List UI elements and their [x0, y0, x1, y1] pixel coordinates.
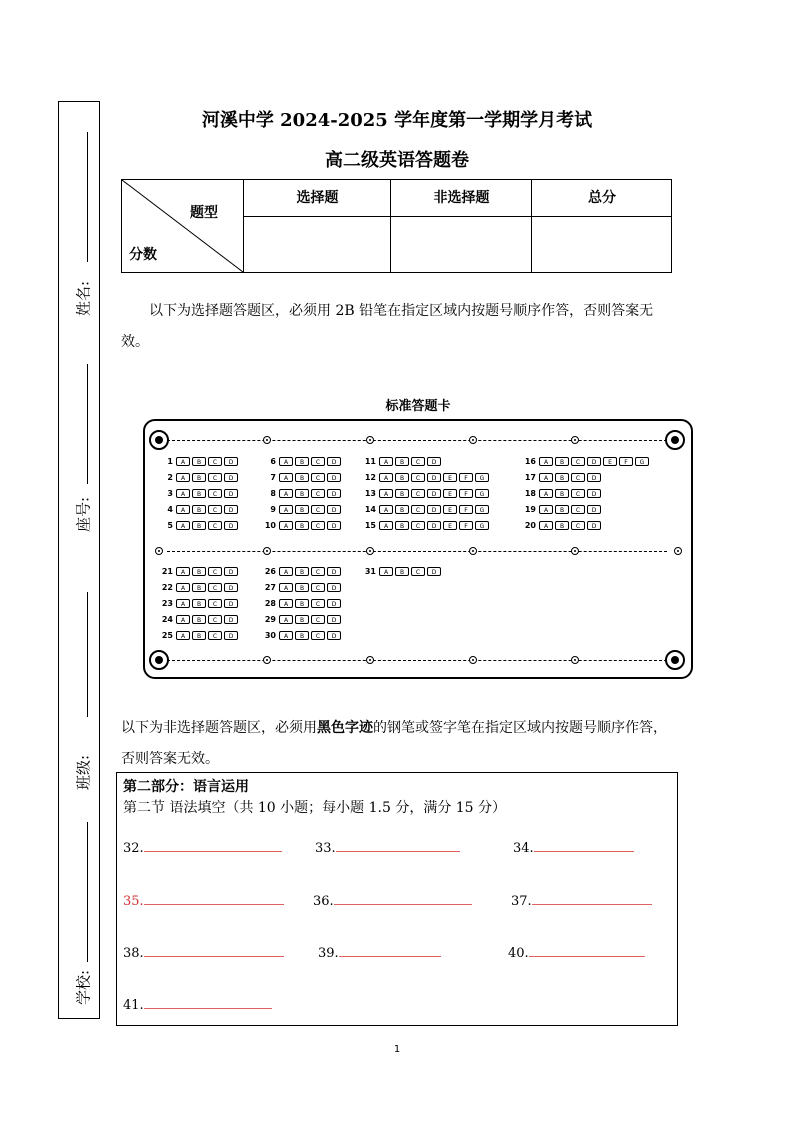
option-bubble[interactable]: A — [539, 505, 553, 514]
option-bubble[interactable]: C — [571, 489, 585, 498]
question-number: 3 — [167, 489, 173, 498]
choice-instructions: 以下为选择题答题区，必须用 2B 铅笔在指定区域内按题号顺序作答，否则答案无效。 — [121, 303, 654, 350]
option-bubble[interactable]: D — [327, 631, 341, 640]
option-bubble[interactable]: A — [279, 521, 293, 530]
option-bubble[interactable]: C — [208, 631, 222, 640]
option-bubble[interactable]: B — [192, 505, 206, 514]
option-bubble[interactable]: B — [192, 567, 206, 576]
blank-36-label: 36. — [313, 894, 334, 909]
question-number: 28 — [264, 599, 276, 608]
option-bubble[interactable]: C — [208, 583, 222, 592]
option-bubble[interactable]: D — [224, 473, 238, 482]
option-bubble[interactable]: A — [379, 457, 393, 466]
option-bubble[interactable]: D — [427, 457, 441, 466]
option-bubble[interactable]: B — [295, 521, 309, 530]
timing-mark — [571, 436, 579, 444]
option-bubble[interactable]: C — [571, 505, 585, 514]
option-bubble[interactable]: A — [279, 599, 293, 608]
option-bubble[interactable]: C — [411, 457, 425, 466]
card-title: 标准答题卡 — [385, 399, 451, 414]
option-bubble[interactable]: B — [395, 521, 409, 530]
option-bubble[interactable]: C — [311, 599, 325, 608]
question-number: 23 — [161, 599, 173, 608]
option-bubble[interactable]: D — [327, 489, 341, 498]
blank-40[interactable] — [508, 942, 645, 961]
question-number: 29 — [264, 615, 276, 624]
option-bubble[interactable]: A — [279, 583, 293, 592]
option-bubble[interactable]: A — [176, 505, 190, 514]
option-bubble[interactable]: C — [571, 457, 585, 466]
question-number: 10 — [264, 521, 276, 530]
option-bubble[interactable]: B — [555, 521, 569, 530]
question-number: 6 — [270, 457, 276, 466]
blank-32-label: 32. — [123, 841, 144, 856]
option-bubble[interactable]: C — [411, 567, 425, 576]
option-bubble[interactable]: C — [208, 615, 222, 624]
exam-title: 河溪中学 2024-2025 学年度第一学期学月考试 — [201, 110, 593, 131]
timing-mark — [674, 547, 682, 555]
option-bubble[interactable]: B — [395, 567, 409, 576]
option-bubble[interactable]: G — [635, 457, 649, 466]
blank-39-line[interactable] — [339, 942, 441, 957]
card-dashed-line — [167, 551, 667, 552]
question-number: 15 — [364, 521, 376, 530]
option-bubble[interactable]: C — [208, 489, 222, 498]
option-bubble[interactable]: A — [539, 473, 553, 482]
option-bubble[interactable]: B — [295, 567, 309, 576]
timing-mark — [155, 547, 163, 555]
timing-mark — [263, 656, 271, 664]
card-dashed-line — [167, 440, 667, 441]
question-number: 18 — [524, 489, 536, 498]
option-bubble[interactable]: C — [208, 567, 222, 576]
option-bubble[interactable]: C — [208, 457, 222, 466]
option-bubble[interactable]: C — [571, 473, 585, 482]
option-bubble[interactable]: B — [395, 505, 409, 514]
option-bubble[interactable]: F — [619, 457, 633, 466]
option-bubble[interactable]: A — [176, 473, 190, 482]
question-number: 24 — [161, 615, 173, 624]
option-bubble[interactable]: B — [295, 457, 309, 466]
option-bubble[interactable]: C — [571, 521, 585, 530]
question-number: 30 — [264, 631, 276, 640]
option-bubble[interactable]: C — [411, 489, 425, 498]
option-bubble[interactable]: D — [224, 631, 238, 640]
corner-mark — [665, 650, 685, 670]
option-bubble[interactable]: C — [311, 473, 325, 482]
timing-mark — [469, 436, 477, 444]
option-bubble[interactable]: B — [192, 615, 206, 624]
blank-37[interactable] — [511, 890, 652, 909]
option-bubble[interactable]: A — [539, 489, 553, 498]
option-bubble[interactable]: D — [327, 599, 341, 608]
blank-32-line[interactable] — [144, 837, 282, 852]
option-bubble[interactable]: E — [443, 473, 457, 482]
option-bubble[interactable]: A — [539, 521, 553, 530]
timing-mark — [571, 656, 579, 664]
option-bubble[interactable]: E — [443, 521, 457, 530]
option-bubble[interactable]: D — [327, 567, 341, 576]
blank-33-line[interactable] — [336, 837, 460, 852]
option-bubble[interactable]: A — [176, 567, 190, 576]
class-line — [87, 592, 88, 717]
option-bubble[interactable]: G — [475, 505, 489, 514]
question-number: 2 — [167, 473, 173, 482]
option-bubble[interactable]: C — [411, 473, 425, 482]
timing-mark — [469, 656, 477, 664]
nonchoice-post: 的钢笔或签字笔在指定区域内按题号顺序作答，否则答案无效。 — [121, 720, 667, 767]
question-number: 12 — [364, 473, 376, 482]
option-bubble[interactable]: A — [176, 615, 190, 624]
option-bubble[interactable]: A — [279, 631, 293, 640]
option-bubble[interactable]: C — [311, 631, 325, 640]
option-bubble[interactable]: D — [327, 473, 341, 482]
option-bubble[interactable]: F — [459, 473, 473, 482]
option-bubble[interactable]: B — [192, 583, 206, 592]
option-bubble[interactable]: B — [192, 473, 206, 482]
option-bubble[interactable]: B — [295, 473, 309, 482]
option-bubble[interactable]: A — [379, 521, 393, 530]
option-bubble[interactable]: C — [311, 521, 325, 530]
option-bubble[interactable]: D — [224, 615, 238, 624]
option-bubble[interactable]: D — [224, 489, 238, 498]
col-total-label: 总分 — [532, 180, 672, 217]
option-bubble[interactable]: C — [311, 457, 325, 466]
option-bubble[interactable]: A — [176, 631, 190, 640]
part2-box — [116, 772, 678, 1026]
blank-41-line[interactable] — [144, 994, 272, 1009]
option-bubble[interactable]: A — [279, 567, 293, 576]
option-bubble[interactable]: C — [411, 521, 425, 530]
blank-39-label: 39. — [318, 946, 339, 961]
option-bubble[interactable]: B — [555, 457, 569, 466]
option-bubble[interactable]: F — [459, 489, 473, 498]
option-bubble[interactable]: D — [327, 615, 341, 624]
option-bubble[interactable]: D — [427, 505, 441, 514]
option-bubble[interactable]: B — [192, 489, 206, 498]
blank-38-label: 38. — [123, 946, 144, 961]
timing-mark — [366, 436, 374, 444]
blank-34-line[interactable] — [534, 837, 634, 852]
question-number: 5 — [167, 521, 173, 530]
col-choice — [243, 180, 391, 272]
option-bubble[interactable]: A — [176, 583, 190, 592]
corner-mark — [665, 430, 685, 450]
blank-33[interactable] — [315, 837, 460, 856]
blank-34[interactable] — [513, 837, 634, 856]
question-number: 19 — [524, 505, 536, 514]
option-bubble[interactable]: B — [395, 473, 409, 482]
score-table — [121, 179, 672, 273]
question-number: 4 — [167, 505, 173, 514]
option-bubble[interactable]: C — [208, 505, 222, 514]
blank-35[interactable] — [123, 890, 284, 909]
option-bubble[interactable]: D — [327, 457, 341, 466]
col-nonchoice-label: 非选择题 — [391, 180, 532, 217]
question-number: 13 — [364, 489, 376, 498]
nonchoice-bold: 黑色字迹 — [317, 720, 373, 736]
option-bubble[interactable]: D — [224, 599, 238, 608]
option-bubble[interactable]: G — [475, 521, 489, 530]
question-number: 11 — [364, 457, 376, 466]
question-number: 21 — [161, 567, 173, 576]
exam-subtitle: 高二级英语答题卷 — [325, 150, 469, 171]
diag-top-label: 题型 — [190, 205, 218, 221]
option-bubble[interactable]: F — [459, 505, 473, 514]
option-bubble[interactable]: A — [176, 457, 190, 466]
col-choice-label: 选择题 — [244, 180, 391, 217]
option-bubble[interactable]: D — [587, 521, 601, 530]
seat-line — [87, 364, 88, 484]
question-number: 22 — [161, 583, 173, 592]
page-number: 1 — [393, 1044, 401, 1055]
nonchoice-pre: 以下为非选择题答题区，必须用 — [121, 720, 317, 736]
timing-mark — [571, 547, 579, 555]
option-bubble[interactable]: D — [327, 505, 341, 514]
option-bubble[interactable]: A — [379, 473, 393, 482]
option-bubble[interactable]: D — [224, 521, 238, 530]
option-bubble[interactable]: D — [587, 473, 601, 482]
option-bubble[interactable]: C — [311, 567, 325, 576]
option-bubble[interactable]: A — [379, 505, 393, 514]
option-bubble[interactable]: B — [295, 615, 309, 624]
option-bubble[interactable]: D — [587, 457, 601, 466]
blank-38[interactable] — [123, 942, 284, 961]
nonchoice-instructions — [121, 713, 677, 775]
part2-section: 第二节 语法填空（共 10 小题；每小题 1.5 分，满分 15 分） — [123, 800, 507, 816]
option-bubble[interactable]: D — [587, 505, 601, 514]
option-bubble[interactable]: C — [411, 505, 425, 514]
option-bubble[interactable]: E — [443, 489, 457, 498]
option-bubble[interactable]: F — [459, 521, 473, 530]
blank-35-label: 35. — [123, 894, 144, 909]
blank-37-label: 37. — [511, 894, 532, 909]
corner-mark — [149, 430, 169, 450]
option-bubble[interactable]: C — [311, 615, 325, 624]
question-number: 9 — [270, 505, 276, 514]
option-bubble[interactable]: C — [208, 521, 222, 530]
part2-heading: 第二部分：语言运用 — [123, 779, 249, 795]
name-label: 姓名: — [74, 280, 93, 317]
blank-32[interactable] — [123, 837, 282, 856]
option-bubble[interactable]: A — [279, 473, 293, 482]
diag-bottom-label: 分数 — [129, 247, 157, 263]
option-bubble[interactable]: B — [192, 631, 206, 640]
option-bubble[interactable]: B — [555, 473, 569, 482]
option-bubble[interactable]: C — [208, 599, 222, 608]
question-number: 16 — [524, 457, 536, 466]
blank-39[interactable] — [318, 942, 441, 961]
option-bubble[interactable]: D — [427, 473, 441, 482]
option-bubble[interactable]: D — [587, 489, 601, 498]
timing-mark — [366, 547, 374, 555]
seat-label: 座号: — [74, 496, 93, 533]
question-number: 1 — [167, 457, 173, 466]
option-bubble[interactable]: B — [555, 489, 569, 498]
question-number: 20 — [524, 521, 536, 530]
option-bubble[interactable]: B — [192, 599, 206, 608]
option-bubble[interactable]: B — [555, 505, 569, 514]
option-bubble[interactable]: B — [295, 489, 309, 498]
option-bubble[interactable]: A — [279, 505, 293, 514]
corner-mark — [149, 650, 169, 670]
option-bubble[interactable]: E — [603, 457, 617, 466]
option-bubble[interactable]: D — [224, 567, 238, 576]
option-bubble[interactable]: A — [279, 457, 293, 466]
option-bubble[interactable]: B — [192, 521, 206, 530]
card-dashed-line — [167, 660, 667, 661]
blank-41-label: 41. — [123, 998, 144, 1013]
option-bubble[interactable]: B — [295, 583, 309, 592]
option-bubble[interactable]: D — [427, 567, 441, 576]
option-bubble[interactable]: A — [379, 567, 393, 576]
option-bubble[interactable]: B — [295, 599, 309, 608]
option-bubble[interactable]: B — [395, 457, 409, 466]
school-line — [87, 822, 88, 962]
option-bubble[interactable]: D — [427, 521, 441, 530]
option-bubble[interactable]: G — [475, 489, 489, 498]
option-bubble[interactable]: E — [443, 505, 457, 514]
option-bubble[interactable]: A — [279, 615, 293, 624]
blank-41[interactable] — [123, 994, 272, 1013]
option-bubble[interactable]: C — [311, 505, 325, 514]
option-bubble[interactable]: G — [475, 473, 489, 482]
blank-36-line[interactable] — [334, 890, 472, 905]
option-bubble[interactable]: C — [208, 473, 222, 482]
blank-33-label: 33. — [315, 841, 336, 856]
timing-mark — [263, 547, 271, 555]
col-total — [531, 180, 672, 272]
question-number: 25 — [161, 631, 173, 640]
question-number: 17 — [524, 473, 536, 482]
school-label: 学校: — [74, 969, 93, 1006]
blank-36[interactable] — [313, 890, 472, 909]
option-bubble[interactable]: C — [311, 489, 325, 498]
blank-38-line[interactable] — [144, 942, 284, 957]
timing-mark — [263, 436, 271, 444]
binding-strip — [58, 101, 100, 1019]
option-bubble[interactable]: D — [224, 583, 238, 592]
option-bubble[interactable]: B — [395, 489, 409, 498]
question-number: 31 — [364, 567, 376, 576]
option-bubble[interactable]: D — [224, 505, 238, 514]
option-bubble[interactable]: C — [311, 583, 325, 592]
option-bubble[interactable]: A — [279, 489, 293, 498]
blank-34-label: 34. — [513, 841, 534, 856]
option-bubble[interactable]: D — [327, 583, 341, 592]
question-number: 8 — [270, 489, 276, 498]
question-number: 14 — [364, 505, 376, 514]
question-number: 26 — [264, 567, 276, 576]
blank-40-line[interactable] — [529, 942, 645, 957]
option-bubble[interactable]: B — [295, 505, 309, 514]
blank-37-line[interactable] — [532, 890, 652, 905]
answer-card — [143, 419, 693, 679]
option-bubble[interactable]: B — [192, 457, 206, 466]
option-bubble[interactable]: D — [427, 489, 441, 498]
col-nonchoice — [390, 180, 532, 272]
timing-mark — [469, 547, 477, 555]
timing-mark — [366, 656, 374, 664]
option-bubble[interactable]: A — [539, 457, 553, 466]
option-bubble[interactable]: A — [176, 521, 190, 530]
option-bubble[interactable]: A — [176, 489, 190, 498]
option-bubble[interactable]: D — [224, 457, 238, 466]
option-bubble[interactable]: B — [295, 631, 309, 640]
class-label: 班级: — [74, 754, 93, 791]
option-bubble[interactable]: D — [327, 521, 341, 530]
blank-40-label: 40. — [508, 946, 529, 961]
question-number: 27 — [264, 583, 276, 592]
blank-35-line[interactable] — [144, 890, 284, 905]
option-bubble[interactable]: A — [176, 599, 190, 608]
question-number: 7 — [270, 473, 276, 482]
option-bubble[interactable]: A — [379, 489, 393, 498]
